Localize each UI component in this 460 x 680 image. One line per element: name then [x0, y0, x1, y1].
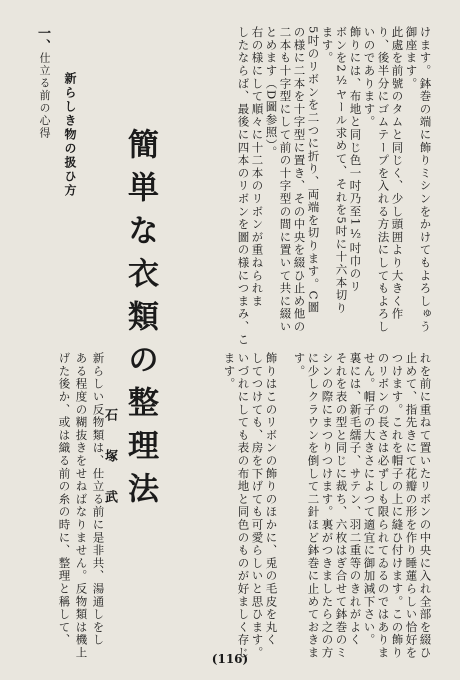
- text-column: 止めて、指先きにて花瓣の形を作り睡蓮らしい恰好を: [404, 352, 419, 660]
- section-number: 一、: [35, 26, 50, 52]
- text-column: したならば、最後に四本のリボンを圖の様につまみ、こ: [236, 26, 251, 346]
- text-column: 二本も十字型にして前の十字型の間に置いて共に綴い: [278, 26, 293, 334]
- text-column: 御座ます。: [404, 26, 419, 90]
- text-column: れを前に重ねて置いたリボンの中央に入れ全部を綴ひ: [418, 352, 433, 660]
- text-column: いのであります。: [362, 26, 377, 129]
- text-column: とめます（D圖参照）。: [264, 26, 279, 159]
- section-heading: 新らしき物の扱ひ方: [63, 72, 77, 198]
- text-column: いづれにしても表の布地と同色のものが好ましく存じ: [236, 352, 251, 660]
- section-subheading: 仕立る前の心得: [38, 52, 51, 140]
- text-column: げた後か、或は織る前の糸の時に、整理と稱して、: [57, 352, 72, 647]
- page-number: (116): [211, 652, 249, 666]
- text-column: ある程度の糊抜きをせねばなりません。反物類は機上: [74, 352, 89, 660]
- text-column: けます。鉢巻の端に飾りミシンをかけてもよろしゅう: [418, 26, 433, 334]
- text-column: シンの際にまつりつけます。裏がつきましたら之の方: [320, 352, 335, 660]
- text-column: ます。: [222, 352, 237, 391]
- text-column: ボンを2½ヤール求めて、それを5吋に十六本切り: [334, 26, 349, 315]
- text-column: 右の様にして順々に十二本のリボンが重ねられま: [250, 26, 265, 308]
- text-column: それを表の型と同じに裁ち、六枚はぎ合せて鉢巻のミ: [334, 352, 349, 660]
- text-column: す。: [292, 352, 307, 378]
- text-column: せん。帽子の大きさによつて適宜に御加減下さい。: [362, 352, 377, 647]
- text-column: してつけても、房を下げても可愛らしいと思ひます。: [250, 352, 265, 660]
- author-name: 石塚武: [102, 408, 117, 531]
- text-column: 5吋のリボンを二つに折り、両端を切ります。C圖: [306, 26, 321, 314]
- text-column: 新らしい反物類は、仕立る前に是非共、湯通しをし: [91, 352, 106, 647]
- article-title: 簡単な衣類の整理法: [122, 128, 158, 515]
- text-column: 飾りはこのリボンの飾りのほかに、兎の毛皮を丸く: [264, 352, 279, 647]
- text-column: り、後半分にゴムテープを入れる方法にしてもよろし: [376, 26, 391, 334]
- text-column: つけます。これを帽子の上に縫ひ付けます。この飾り: [390, 352, 405, 660]
- text-column: 此處を前號のタムと同じく、少し頭囲より大きく作: [390, 26, 405, 321]
- text-column: 飾りには、布地と同じ色一吋乃至1½吋巾のリ: [348, 26, 363, 294]
- text-column: の様に二本を十字型に置き、その中央を綴ひ止め他の: [292, 26, 307, 334]
- text-column: ます。: [320, 26, 335, 65]
- text-column: のリボンの長さは必ずしも限られてゐるのではありま: [376, 352, 391, 660]
- text-column: 裏には、新毛繻子、サテン、羽二重等のきれがよく: [348, 352, 363, 647]
- text-column: に少しクラウンを倒して二針ほど鉢巻に止めておきま: [306, 352, 321, 660]
